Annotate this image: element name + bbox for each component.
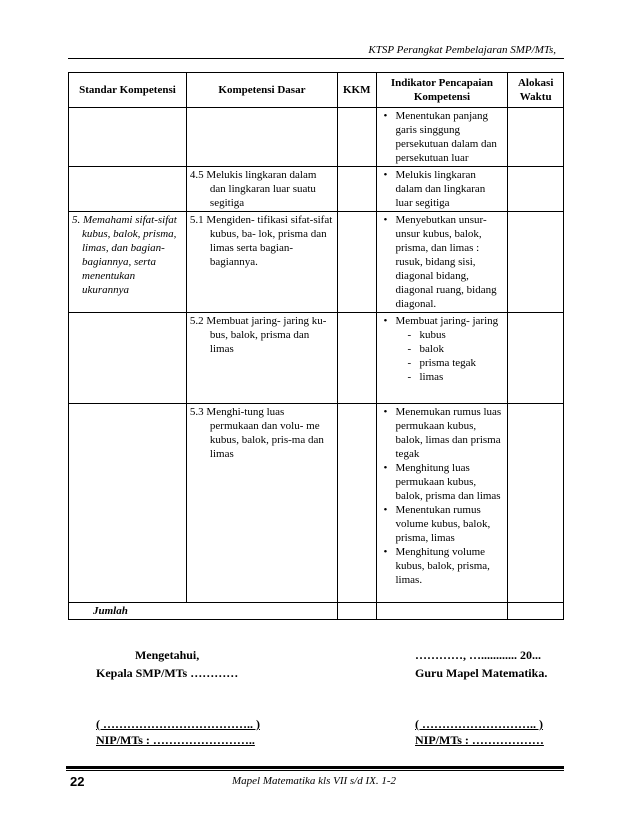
signature-left-name: ( ……………………………….. ) NIP/MTs : …………………….. [96,717,260,747]
cell-kkm [337,603,376,620]
table-row [69,108,564,167]
running-header: KTSP Perangkat Pembelajaran SMP/MTs, [368,44,556,56]
indicator-item: • Menemukan rumus luas permukaan kubus, balok, limas dan prisma tegak [396,405,505,461]
signature-left [96,646,238,682]
cell-kkm [337,212,376,313]
signature-right-name: ( ……………………….. ) NIP/MTs : ……………… [415,717,544,747]
cell-kd [186,212,337,313]
header-rule [68,58,564,59]
cell-kkm [337,313,376,404]
cell-sk [69,167,187,212]
cell-kkm [337,404,376,603]
col-header-alokasi-waktu: Alokasi Waktu [508,73,564,108]
cell-waktu [508,167,564,212]
sub-item: - prisma tegak [420,356,505,370]
cell-sk [69,404,187,603]
cell-waktu [508,603,564,620]
col-header-standar-kompetensi: Standar Kompetensi [69,73,187,108]
syllabus-table [68,72,564,620]
cell-kd [186,108,337,167]
table-row [69,404,564,603]
cell-ind [376,108,508,167]
kd-text: 5.1 Mengiden- tifikasi sifat-sifat kubus, ba- lok, prisma dan limas serta bagian- bagiannya. [189,214,333,268]
cell-ind [376,603,508,620]
cell-waktu [508,108,564,167]
page-number: 22 [70,774,85,789]
kd-text: 5.3 Menghi-tung luas permukaan dan volu- me kubus, balok, pris-ma dan limas [189,406,324,460]
cell-ind [376,404,508,603]
cell-kd [186,313,337,404]
table-row [69,167,564,212]
col-header-indikator: Indikator Pencapaian Kompetensi [376,73,508,108]
signature-left-nip: NIP/MTs : …………………….. [96,733,255,747]
signature-right-nip: NIP/MTs : ……………… [415,733,544,747]
indicator-item: • Menentukan panjang garis singgung persekutuan dalam dan persekutuan luar [396,109,505,165]
indicator-item: • Menentukan rumus volume kubus, balok, prisma, limas [396,503,505,545]
signature-right-line2: Guru Mapel Matematika. [415,666,548,680]
cell-sk [69,108,187,167]
col-header-kompetensi-dasar: Kompetensi Dasar [186,73,337,108]
sub-item: - limas [420,370,505,384]
cell-kkm [337,108,376,167]
signature-left-line2: Kepala SMP/MTs ………… [96,666,239,680]
table-row [69,212,564,313]
table-header-row [69,73,564,108]
sk-text: 5. Memahami sifat-sifat kubus, balok, prisma, limas, dan bagian-bagiannya, serta menentukan ukurannya [72,214,177,296]
kd-text: 5.2 Membuat jaring- jaring ku-bus, balok, prisma dan limas [189,315,327,355]
indicator-item: • Membuat jaring- jaring [396,314,505,328]
cell-kd [186,167,337,212]
cell-kd [186,404,337,603]
cell-ind [376,212,508,313]
signature-right [415,646,547,682]
table-row [69,313,564,404]
indicator-item: • Menyebutkan unsur-unsur kubus, balok, prisma, dan limas : rusuk, bidang sisi, diagonal bidang, diagonal ruang, bidang diagonal. [396,213,505,311]
sub-list [380,328,505,384]
signature-left-line1: Mengetahui, [134,648,200,662]
kd-text: 4.5 Melukis lingkaran dalam dan lingkaran luar suatu segitiga [189,169,317,209]
cell-kkm [337,167,376,212]
footer-rule-thin [66,770,564,771]
total-row [69,603,564,620]
col-header-kkm: KKM [337,73,376,108]
total-label: Jumlah [69,603,338,620]
indicator-item: • Menghitung luas permukaan kubus, balok, prisma dan limas [396,461,505,503]
cell-sk [69,313,187,404]
signature-right-line1: …………, …............ 20... [415,648,541,662]
footer-rule [66,766,564,769]
indicator-item: • Melukis lingkaran dalam dan lingkaran luar segitiga [396,168,505,210]
cell-waktu [508,212,564,313]
cell-ind [376,167,508,212]
cell-waktu [508,313,564,404]
sub-item: - balok [420,342,505,356]
indicator-item: • Menghitung volume kubus, balok, prisma, limas. [396,545,505,587]
cell-ind [376,313,508,404]
cell-sk [69,212,187,313]
footer-title: Mapel Matematika kls VII s/d IX. 1-2 [232,775,397,787]
sub-item: - kubus [420,328,505,342]
cell-waktu [508,404,564,603]
